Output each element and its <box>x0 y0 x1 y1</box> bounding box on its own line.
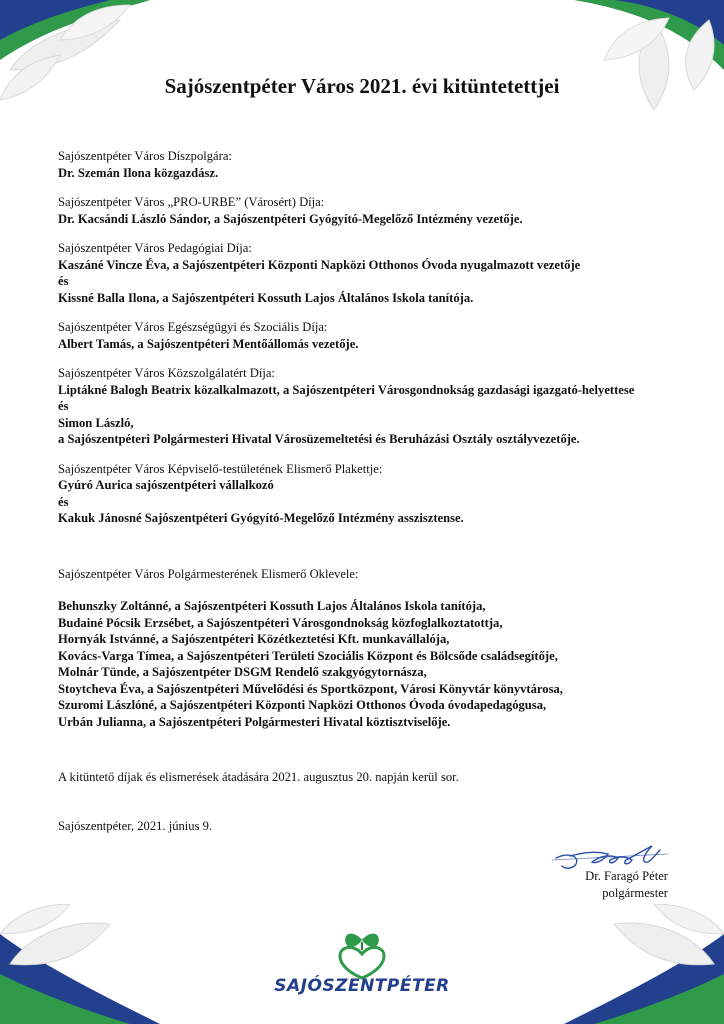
mayor-award-block <box>58 566 678 731</box>
award-recipient: Molnár Tünde, a Sajószentpéter DSGM Rendelő szakgyógytornásza, <box>58 665 427 679</box>
award-label: Sajószentpéter Város „PRO-URBE” (Városért) Díja: <box>58 195 325 209</box>
award-block <box>58 365 678 448</box>
conjunction: és <box>58 494 69 509</box>
award-label: Sajószentpéter Város Közszolgálatért Díja: <box>58 366 275 380</box>
award-recipient: Kissné Balla Ilona, a Sajószentpéteri Kossuth Lajos Általános Iskola tanítója. <box>58 290 474 305</box>
document-body <box>58 148 678 834</box>
award-label: Sajószentpéter Város Polgármesterének Elismerő Oklevele: <box>58 566 359 581</box>
bottom-left-leaf-decoration <box>0 904 160 1024</box>
signatory <box>585 868 668 901</box>
award-recipient: a Sajószentpéteri Polgármesteri Hivatal Városüzemeltetési és Beruházási Osztály osztályvezetője. <box>58 432 580 446</box>
spacer <box>58 743 678 769</box>
award-block <box>58 461 678 527</box>
award-label: Sajószentpéter Város Pedagógiai Díja: <box>58 241 252 255</box>
signatory-name: Dr. Faragó Péter <box>585 869 668 883</box>
award-block <box>58 194 678 227</box>
award-recipient: Kaszáné Vincze Éva, a Sajószentpéteri Központi Napközi Otthonos Óvoda nyugalmazott vezetője <box>58 257 581 272</box>
award-recipient: Liptákné Balogh Beatrix közalkalmazott, a Sajószentpéteri Városgondnokság gazdasági igazgató-helyettese <box>58 382 635 397</box>
top-right-leaf-decoration <box>574 0 724 120</box>
signatory-role: polgármester <box>602 885 668 900</box>
award-label: Sajószentpéter Város Díszpolgára: <box>58 149 232 163</box>
award-recipient: Albert Tamás, a Sajószentpéteri Mentőállomás vezetője. <box>58 336 359 351</box>
award-recipient: Urbán Julianna, a Sajószentpéteri Polgármesteri Hivatal köztisztviselője. <box>58 714 451 729</box>
award-recipient: Gyúró Aurica sajószentpéteri vállalkozó <box>58 478 274 492</box>
award-label: Sajószentpéter Város Képviselő-testületének Elismerő Plakettje: <box>58 461 383 476</box>
award-recipient: Behunszky Zoltánné, a Sajószentpéteri Kossuth Lajos Általános Iskola tanítója, <box>58 599 486 613</box>
award-block <box>58 319 678 352</box>
award-block <box>58 148 678 181</box>
place-date: Sajószentpéter, 2021. június 9. <box>58 818 213 833</box>
leaf-heart-logo-icon <box>332 928 392 980</box>
award-recipient: Stoytcheva Éva, a Sajószentpéteri Művelődési és Sportközpont, Városi Könyvtár könyvtárosa, <box>58 681 563 696</box>
award-recipient: Dr. Kacsándi László Sándor, a Sajószentpéteri Gyógyító-Megelőző Intézmény vezetője. <box>58 211 523 226</box>
town-logo <box>270 928 454 1008</box>
conjunction: és <box>58 274 69 288</box>
award-recipient: Szuromi Lászlóné, a Sajószentpéteri Központi Napközi Otthonos Óvoda óvodapedagógusa, <box>58 698 547 712</box>
award-recipient: Dr. Szemán Ilona közgazdász. <box>58 165 219 180</box>
award-block <box>58 240 678 306</box>
spacer <box>58 540 678 566</box>
award-recipient: Kakuk Jánosné Sajószentpéteri Gyógyító-Megelőző Intézmény asszisztense. <box>58 511 464 525</box>
conjunction: és <box>58 399 69 413</box>
award-recipient: Kovács-Varga Tímea, a Sajószentpéteri Területi Szociális Központ és Bölcsőde családsegítője, <box>58 648 558 663</box>
ceremony-note: A kitüntető díjak és elismerések átadására 2021. augusztus 20. napján kerül sor. <box>58 770 459 784</box>
logo-text: SAJÓSZENTPÉTER <box>274 976 450 996</box>
award-recipient: Hornyák Istvánné, a Sajószentpéteri Közétkeztetési Kft. munkavállalója, <box>58 632 450 646</box>
page-title: Sajószentpéter Város 2021. évi kitüntetettjei <box>164 74 560 98</box>
bottom-right-leaf-decoration <box>564 904 724 1024</box>
award-label: Sajószentpéter Város Egészségügyi és Szociális Díja: <box>58 320 328 334</box>
award-recipient: Simon László, <box>58 415 134 430</box>
award-recipient: Budainé Pócsik Erzsébet, a Sajószentpéteri Városgondnokság közfoglalkoztatottja, <box>58 615 503 630</box>
